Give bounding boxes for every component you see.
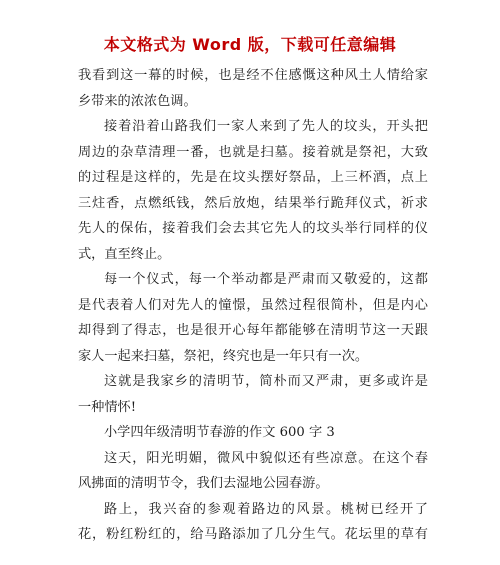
- text-line: 乡带来的浓浓色调。: [78, 93, 197, 109]
- text-line: 家人一起来扫墓，祭祀，终究也是一年只有一次。: [78, 348, 369, 364]
- text-line: 的过程是这样的，先是在坟头摆好祭品，上三杯酒，点上: [78, 170, 428, 185]
- text-line: 一种情怀!: [78, 399, 137, 415]
- text-line: 先人的保佑，接着我们会去其它先人的坟头举行同样的仪: [78, 221, 428, 236]
- text-line: 这天，阳光明媚，微风中貌似还有些凉意。在这个春: [104, 450, 428, 466]
- text-line: 式，直至终止。: [78, 246, 171, 262]
- text-line: 花，粉红粉红的，给马路添加了几分生气。花坛里的草有: [78, 527, 428, 542]
- text-line: 小学四年级清明节春游的作文 600 字 3: [104, 425, 335, 440]
- text-line: 周边的杂草清理一番，也就是扫墓。接着就是祭祀，大致: [78, 144, 428, 160]
- text-line: 这就是我家乡的清明节，简朴而又严肃，更多或许是: [104, 374, 428, 389]
- text-line: 接着沿着山路我们一家人来到了先人的坟头，开头把: [104, 119, 428, 134]
- text-line: 路上，我兴奋的参观着路边的风景。桃树已经开了: [104, 501, 428, 517]
- text-line: 风拂面的清明节令，我们去湿地公园春游。: [78, 476, 329, 491]
- text-line: 却得到了得志，也是很开心每年都能够在清明节这一天跟: [78, 323, 428, 338]
- document-body: [78, 63, 428, 548]
- text-line: 我看到这一幕的时候，也是经不住感慨这种风土人情给家: [78, 68, 428, 83]
- text-line: 是代表着人们对先人的憧憬，虽然过程很简朴，但是内心: [78, 297, 428, 313]
- text-line: 三炷香，点燃纸钱，然后放炮，结果举行跪拜仪式，祈求: [78, 195, 428, 211]
- document-header: 本文格式为 Word 版，下载可任意编辑: [103, 35, 397, 54]
- text-line: 每一个仪式，每一个举动都是严肃而又敬爱的，这都: [104, 272, 428, 287]
